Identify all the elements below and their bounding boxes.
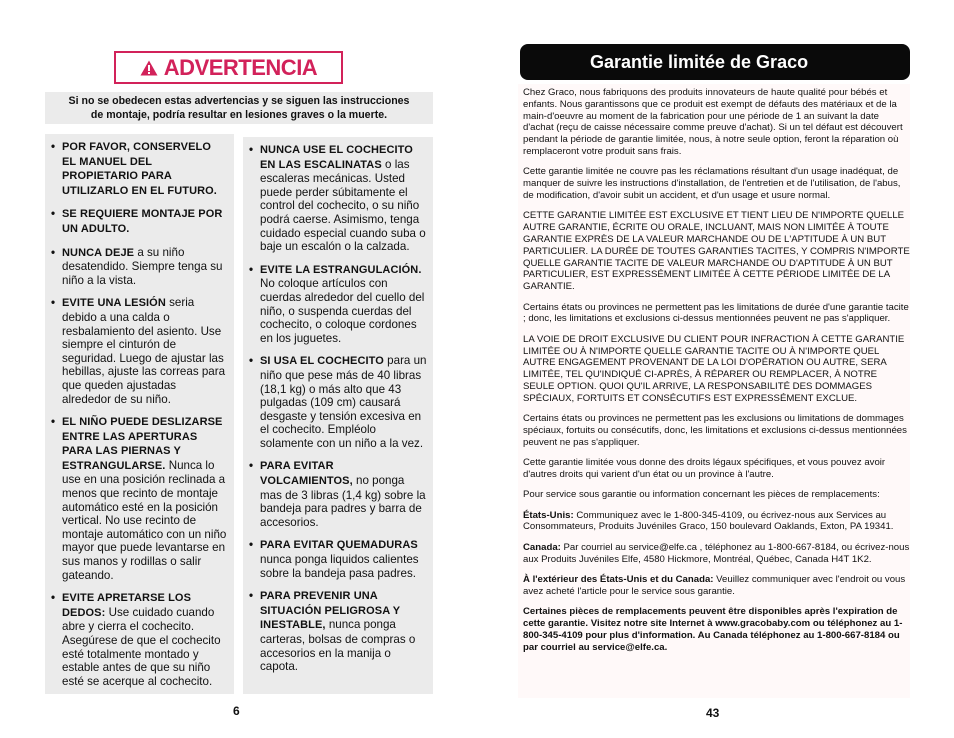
garantie-paragraph: CETTE GARANTIE LIMITÉE EST EXCLUSIVE ET TIENT LIEU DE N'IMPORTE QUELLE AUTRE GARANTIE, ÉCRITE OU ORALE, INCLUANT, MAIS NON LIMITÉE À TOUTE GARANTIE EXPRÈS DE LA VALEUR MARCHANDE OU DE L'APTITUDE À UN BUT PARTICULIER. LA DURÉE DE TOUTES GARANTIES TACITES, Y COMPRIS N'IMPORTE QUELLE GARANTIE TACITE DE VALEUR MARCHANDE OU D'APTITUDE À UN BUT PARTICULIER, EST EXPRESSÉMENT LIMITÉE À CETTE PÉRIODE LIMITÉE DE LA GARANTIE.	[523, 210, 910, 293]
bullet-icon: •	[51, 207, 56, 221]
warning-heading: POR FAVOR, CONSERVELO EL MANUEL DEL PROPIETARIO PARA UTILIZARLO EN EL FUTURO.	[62, 141, 217, 197]
warning-heading: PARA PREVENIR UNA SITUACIÓN PELIGROSA Y INESTABLE,	[260, 590, 401, 632]
bullet-icon: •	[249, 538, 254, 552]
garantie-paragraph: Certains états ou provinces ne permettent pas les exclusions ou limitations de dommages spéciaux, fortuits ou consécutifs, donc, les limitations et exclusions ci-dessus mentionnées peuvent ne pas s'appliquer.	[523, 413, 907, 448]
garantie-paragraph: LA VOIE DE DROIT EXCLUSIVE DU CLIENT POUR INFRACTION À CETTE GARANTIE LIMITÉE OU À N'IMPORTE QUELLE GARANTIE TACITE OU À N'IMPORTE QUEL AUTRE ENGAGEMENT PROVENANT DE LA LOI D'OPÉRATION OU AUTRE, SERA LIMITÉE, TEL QU'INDIQUÉ CI-APRÈS, À RÉPARER OU REMPLACER, À NOTRE SEULE OPTION. QUOI QU'IL ARRIVE, LA RESPONSABILITÉ DES DOMMAGES SPÉCIAUX, FORTUITS ET CONSÉCUTIFS EST EXPRESSÉMENT EXCLUE.	[523, 333, 905, 404]
contact-outside	[523, 574, 910, 598]
warning-heading: EVITE UNA LESIÓN	[62, 297, 166, 310]
garantie-title: Garantie limitée de Graco	[590, 51, 809, 72]
page-number-right: 43	[706, 706, 720, 720]
warning-body: Nunca lo use en una posición reclinada a menos que recinto de montaje automático esté en la posición vertical. No use recinto de montaje automático con un niño mayor que puede levantarse en sus manos y rodillas o salir gateando.	[62, 458, 227, 582]
contact-canada	[523, 542, 910, 566]
warning-heading: NUNCA DEJE	[62, 246, 135, 259]
contact-outside-label: À l'extérieur des États-Unis et du Canada:	[523, 574, 714, 586]
contact-canada-text: Par courriel au service@elfe.ca , téléphonez au 1-800-667-8184, ou écrivez-nous aux Produits Juvéniles Elfe, 4580 Hickmore, Montréal, Québec, Canada H4T 1K2.	[523, 541, 910, 565]
warning-item	[51, 246, 228, 288]
bullet-icon: •	[51, 245, 56, 259]
warning-heading: SE REQUIERE MONTAJE POR UN ADULTO.	[62, 208, 223, 235]
warning-intro	[45, 92, 433, 124]
warning-body: No coloque artículos con cuerdas alrededor del cuello del niño, o suspenda cuerdas del cochecito, o coloque cordones en los juguetes.	[260, 277, 425, 345]
warning-heading: EVITE APRETARSE LOS DEDOS:	[62, 592, 192, 619]
warning-body: nunca ponga carteras, bolsas de compras o accesorios en la manija o capota.	[260, 618, 416, 674]
warning-item	[249, 263, 427, 346]
warning-heading: PARA EVITAR VOLCAMIENTOS,	[260, 460, 353, 488]
replacement-parts-note: Certaines pièces de remplacements peuvent être disponibles après l'expiration de cette garantie. Visitez notre site Internet à www.gracobaby.com ou téléphonez au 1-800-345-4109 pour plus d'information. Au Canada téléphonez au 1-800-667-8184 ou par courriel au service@elfe.ca.	[523, 606, 903, 653]
warning-body: seria debido a una calda o resbalamiento del asiento. Use siempre el cinturón de seguridad. Luego de ajustar las hebillas, ajuste las correas para que queden ajustadas alrededor de su niño.	[62, 296, 226, 406]
contact-usa-label: États-Unis:	[523, 509, 574, 521]
bullet-icon: •	[249, 262, 254, 276]
advertencia-banner	[114, 51, 343, 84]
garantie-body	[518, 84, 910, 698]
warning-heading: SI USA EL COCHECITO	[260, 355, 384, 368]
garantie-paragraph: Cette garantie limitée vous donne des droits légaux spécifiques, et vous pouvez avoir d'autres droits qui varient d'un état ou un province à l'autre.	[523, 457, 886, 480]
bullet-icon: •	[51, 591, 56, 605]
warning-item	[51, 415, 228, 582]
warning-body: nunca ponga liquidos calientes sobre la bandeja pasa padres.	[260, 553, 419, 580]
warning-heading: NUNCA USE EL COCHECITO EN LAS ESCALINATAS	[260, 144, 413, 171]
bullet-icon: •	[249, 589, 254, 603]
warning-item	[51, 591, 228, 688]
bullet-icon: •	[249, 354, 254, 368]
bullet-icon: •	[249, 143, 254, 156]
warning-body: o las escaleras mecánicas. Usted puede perder súbitamente el control del cochecito, o su niño podrá caerse. Asimismo, tenga cuidado especial cuando suba o baje un escalón o la calzada.	[260, 157, 426, 254]
contact-outside-text: Veuillez communiquer avec l'endroit ou vous avez acheté l'article pour le service sous garantie.	[523, 574, 906, 597]
bullet-icon: •	[249, 459, 254, 473]
warning-body: para un niño que pese más de 40 libras (18,1 kg) o más alto que 43 pulgadas (109 cm) causará desgaste y tensión excesiva en el cochecito. Empléolo solamente con un niño a la vez.	[260, 354, 427, 450]
contact-canada-label: Canada:	[523, 541, 561, 553]
warning-intro-line-1: Si no se obedecen estas advertencias y se siguen las instrucciones	[68, 95, 410, 107]
warnings-column-right	[243, 137, 433, 694]
advertencia-title: ADVERTENCIA	[163, 54, 318, 80]
warning-item	[249, 589, 427, 674]
contact-usa	[523, 510, 910, 534]
warning-triangle-icon	[140, 60, 158, 76]
warning-intro-line-2: de montaje, podría resultar en lesiones graves o la muerte.	[90, 109, 388, 121]
bullet-icon: •	[51, 140, 56, 153]
warning-item	[249, 459, 427, 529]
warning-item	[51, 140, 228, 198]
warning-body: Use cuidado cuando abre y cierra el cochecito. Asegúrese de que el cochecito esté totalmente montado y estable antes de que su niño esté se acerque al cochecito.	[62, 605, 221, 688]
warning-heading: PARA EVITAR QUEMADURAS	[260, 539, 418, 552]
warning-heading: EL NIÑO PUEDE DESLIZARSE ENTRE LAS APERTURAS PARA LAS PIERNAS Y ESTRANGULARSE.	[62, 416, 223, 472]
warning-item	[51, 207, 228, 236]
bullet-icon: •	[51, 415, 56, 429]
warning-item	[51, 296, 228, 406]
warnings-column-left	[45, 134, 234, 694]
garantie-paragraph: Chez Graco, nous fabriquons des produits innovateurs de haute qualité pour bébés et enfants. Nous garantissons que ce produit est exempt de défauts des matériaux et de la main-d'oeuvre au moment de la fabrication pour une période de 1 an suivant la date d'achat (reçu de caisse nécessaire comme preuve d'achat). Si un tel défaut est découvert pendant la période de garantie limitée, nous, à notre seule option, feront la réparation où remplaceront votre produit sans frais.	[523, 87, 903, 157]
bullet-icon: •	[51, 296, 56, 310]
garantie-banner	[520, 44, 910, 80]
warning-item	[249, 354, 427, 450]
warning-item	[249, 538, 427, 580]
warning-heading: EVITE LA ESTRANGULACIÓN.	[260, 263, 422, 276]
page-number-left: 6	[233, 704, 240, 718]
garantie-paragraph: Certains états ou provinces ne permettent pas les limitations de durée d'une garantie tacite ; donc, les limitations et exclusions ci-dessus mentionnées peuvent ne pas s'appliquer.	[523, 301, 909, 325]
contact-usa-text: Communiquez avec le 1-800-345-4109, ou écrivez-nous aux Services au Consommateurs, Produits Juvéniles Graco, 150 boulevard Oaklands, Exton, PA 19341.	[523, 509, 894, 533]
warning-item	[249, 143, 427, 254]
garantie-paragraph: Pour service sous garantie ou information concernant les pièces de remplacements:	[523, 489, 880, 501]
warning-body: no ponga mas de 3 libras (1,4 kg) sobre la bandeja para padres y barra de accesorios.	[260, 474, 426, 529]
garantie-paragraph: Cette garantie limitée ne couvre pas les réclamations résultant d'un usage inadéquat, de manquer de suivre les instructions d'installation, de l'entretien et de l'utilisation, de l'abus, de modification, d'avoir subit un accident, et d'un usage et usure normal.	[523, 166, 901, 201]
warning-body: a su niño desatendido. Siempre tenga su niño a la vista.	[62, 245, 223, 287]
